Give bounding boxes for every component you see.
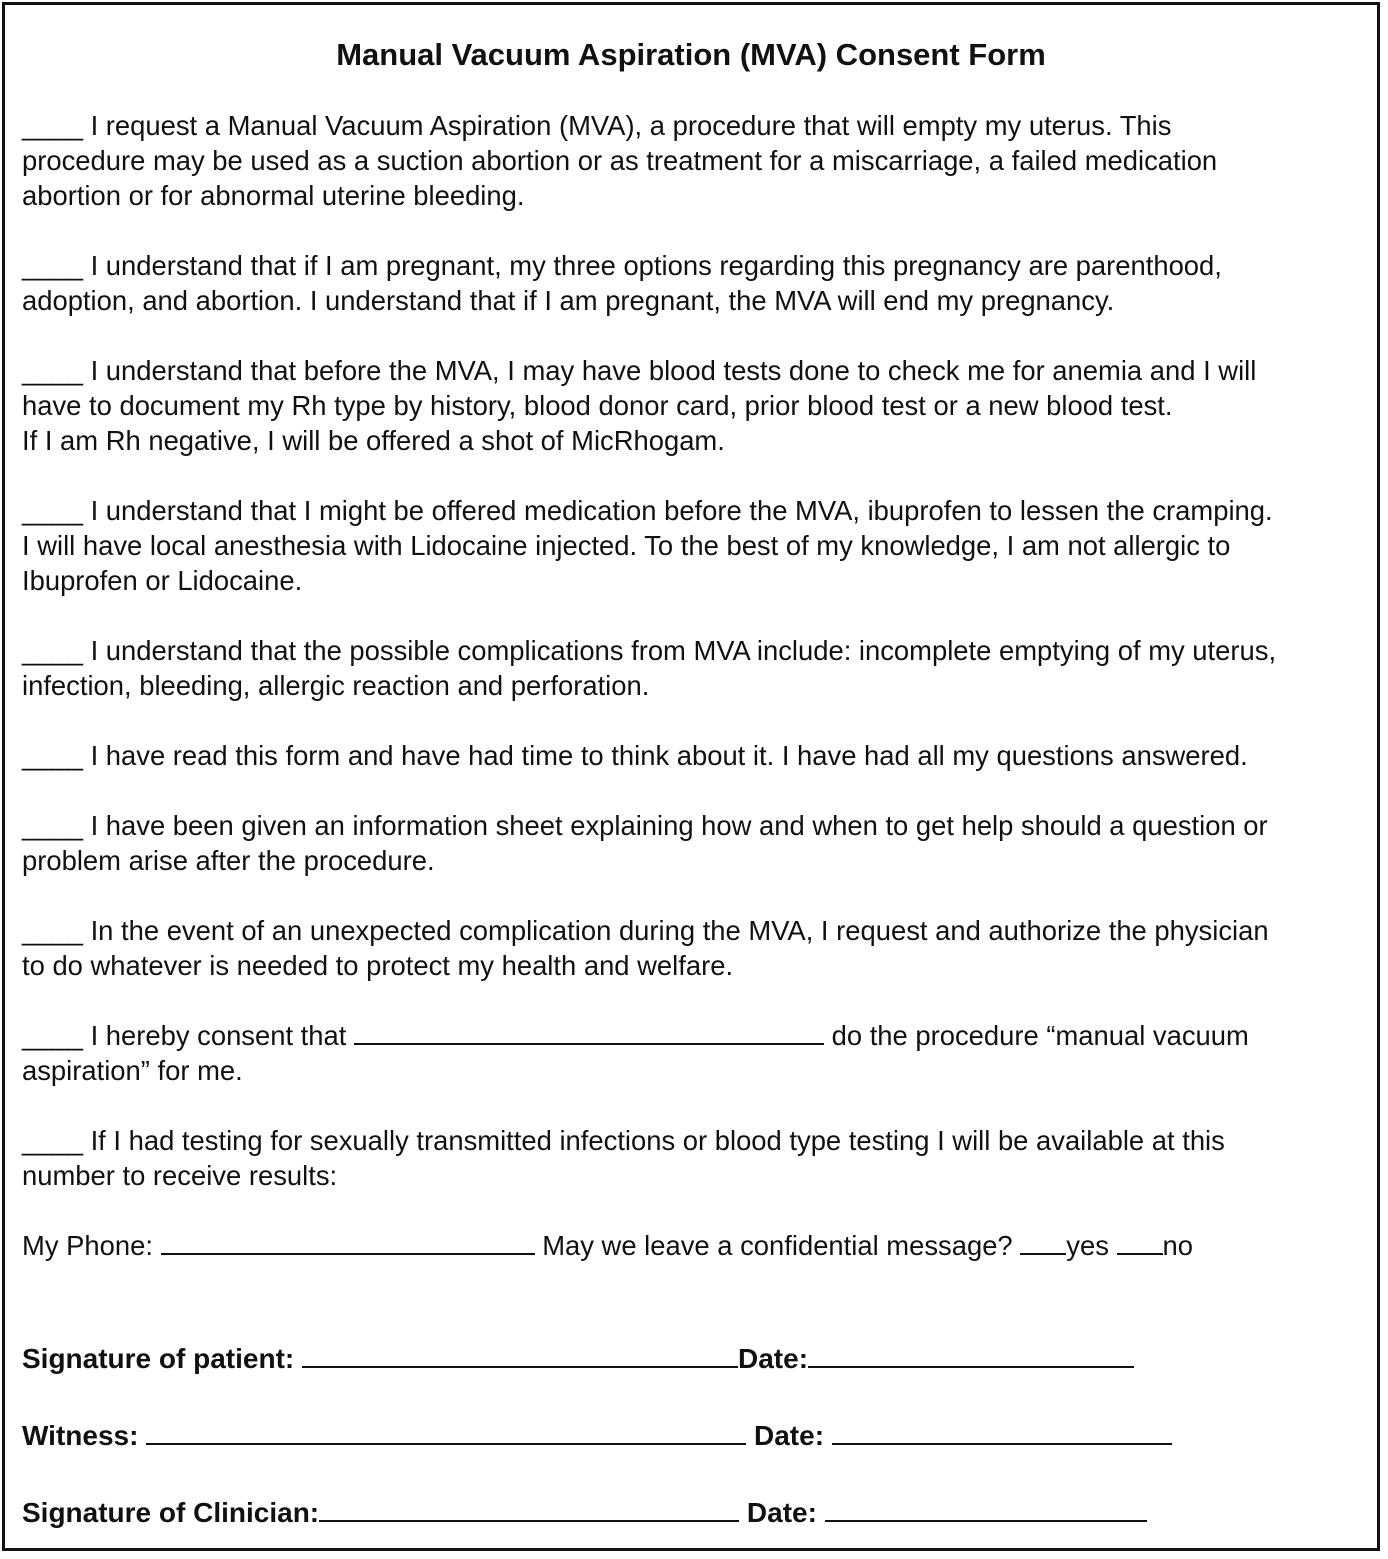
consent-item-complications: ____ I understand that the possible complications from MVA include: incomplete emptying of my uterus, infection, bleeding, allergic reaction and perforation. [22,635,1277,701]
initial-blank[interactable]: ____ [22,495,83,526]
physician-name-field[interactable] [354,1021,824,1045]
clinician-date-field[interactable] [825,1496,1147,1522]
consent-item-medication: ____ I understand that I might be offered medication before the MVA, ibuprofen to lessen the cramping. I will have local anesthesia with Lidocaine injected. To the best of my knowledge, I am not allergic to Ibuprofen or Lidocaine. [22,495,1273,596]
witness-date-field[interactable] [832,1419,1172,1445]
consent-item-physician: ____ I hereby consent that do the procedure “manual vacuum aspiration” for me. [22,1020,1249,1086]
witness-date-label: Date: [754,1420,825,1451]
patient-signature-label: Signature of patient: [22,1343,295,1374]
clinician-signature-field[interactable] [319,1496,739,1522]
no-blank[interactable] [1117,1231,1163,1255]
initial-blank[interactable]: ____ [22,740,83,771]
initial-blank[interactable]: ____ [22,635,83,666]
consent-form-frame [2,2,1380,1551]
clinician-signature-row [22,1495,1147,1530]
message-question: May we leave a confidential message? [542,1230,1013,1261]
witness-signature-field[interactable] [146,1419,746,1445]
witness-signature-row [22,1418,1172,1453]
consent-item-testing: ____ If I had testing for sexually transmitted infections or blood type testing I will be available at this number to receive results: [22,1125,1225,1191]
phone-field[interactable] [161,1231,535,1255]
form-title: Manual Vacuum Aspiration (MVA) Consent Form [336,37,1046,72]
initial-blank[interactable]: ____ [22,250,83,281]
yes-blank[interactable] [1020,1231,1066,1255]
phone-row [22,1228,1374,1263]
clinician-date-label: Date: [746,1497,817,1528]
clinician-signature-label: Signature of Clinician: [22,1497,320,1528]
patient-signature-field[interactable] [302,1342,738,1368]
initial-blank[interactable]: ____ [22,1020,83,1051]
yes-option: yes [1066,1230,1109,1261]
initial-blank[interactable]: ____ [22,810,83,841]
consent-item-options: ____ I understand that if I am pregnant, my three options regarding this pregnancy are parenthood, adoption, and abortion. I understand that if I am pregnant, the MVA will end my pregnancy. [22,250,1222,316]
patient-signature-row [22,1341,1134,1376]
patient-date-field[interactable] [808,1342,1134,1368]
initial-blank[interactable]: ____ [22,915,83,946]
consent-item-request: ____ I request a Manual Vacuum Aspiration (MVA), a procedure that will empty my uterus. This procedure may be used as a suction abortion or as treatment for a miscarriage, a failed medication abortion or for abnormal uterine bleeding. [22,110,1218,211]
initial-blank[interactable]: ____ [22,1125,83,1156]
consent-item-emergency: ____ In the event of an unexpected complication during the MVA, I request and authorize the physician to do whatever is needed to protect my health and welfare. [22,915,1269,981]
witness-label: Witness: [22,1420,139,1451]
initial-blank[interactable]: ____ [22,355,83,386]
consent-item-blood-tests: ____ I understand that before the MVA, I may have blood tests done to check me for anemia and I will have to document my Rh type by history, blood donor card, prior blood test or a new blood test. If I am Rh negative, I will be offered a shot of MicRhogam. [22,355,1257,456]
consent-item-read-form: ____ I have read this form and have had time to think about it. I have had all my questions answered. [22,740,1248,771]
no-option: no [1162,1230,1194,1261]
initial-blank[interactable]: ____ [22,110,83,141]
patient-date-label: Date: [738,1343,809,1374]
phone-label: My Phone: [22,1230,153,1261]
consent-item-info-sheet: ____ I have been given an information sheet explaining how and when to get help should a question or problem arise after the procedure. [22,810,1268,876]
